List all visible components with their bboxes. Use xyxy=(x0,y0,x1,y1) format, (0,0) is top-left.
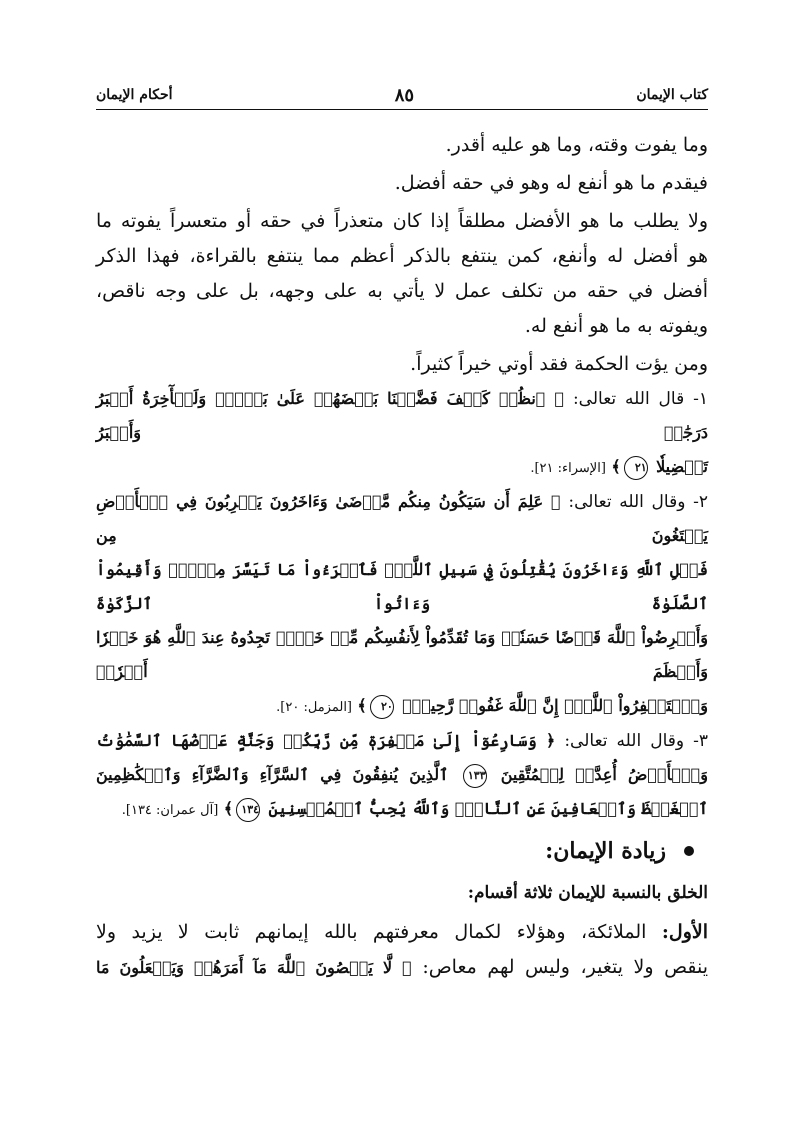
verse-item-2 xyxy=(96,485,708,724)
quran-text: ٱلۡغَيۡظَ وَٱلۡعَافِينَ عَنِ ٱلنَّاسِۗ وَٱللَّهُ يُحِبُّ ٱلۡمُحۡسِنِينَ xyxy=(268,799,708,818)
running-header xyxy=(96,82,708,108)
verse-item-1 xyxy=(96,382,708,485)
text-line: ولا يطلب ما هو الأفضل مطلقاً إذا كان متعذراً في حقه أو متعسراً يفوته ما xyxy=(96,210,708,232)
verse-intro: ١- قال الله تعالى: xyxy=(572,389,708,409)
text-fragment: الملائكة، وهؤلاء لكمال معرفتهم بالله إيمانهم ثابت لا يزيد ولا xyxy=(96,921,647,943)
chapter-title: أحكام الإيمان xyxy=(96,87,173,103)
body-text xyxy=(96,128,708,985)
item-label: الأول: xyxy=(661,921,708,943)
ayah-number-marker: ١٣٤ xyxy=(236,798,260,822)
section-subheading: الخلق بالنسبة للإيمان ثلاثة أقسام: xyxy=(467,883,708,903)
closing-bracket: ﴾ xyxy=(223,799,234,818)
text-fragment: ينقص ولا يتغير، وليس لهم معاص: xyxy=(422,956,708,978)
text-line: وما يفوت وقته، وما هو عليه أقدر. xyxy=(445,134,708,156)
verse-intro: ٢- وقال الله تعالى: xyxy=(568,492,708,512)
quran-text: وَأَقۡرِضُواْ ٱللَّهَ قَرۡضًا حَسَنٗاۚ وَمَا تُقَدِّمُواْ لِأَنفُسِكُم مِّنۡ خَيۡرٖ تَجِدُوهُ عِندَ ٱللَّهِ هُوَ خَيۡرٗا وَأَعۡظَمَ أَجۡرٗاۚ xyxy=(96,628,708,681)
book-title: كتاب الإيمان xyxy=(636,87,708,103)
text-line: ويفوته به ما هو أنفع له. xyxy=(524,315,708,337)
text-line: أفضل في حقه من تكلف عمل لا يأتي به على وجهه، بل على وجه ناقص، xyxy=(96,280,708,302)
quran-text: تَفۡضِيلٗا xyxy=(656,457,708,476)
verse-item-3 xyxy=(96,724,708,827)
closing-bracket: ﴾ xyxy=(611,457,621,476)
header-divider xyxy=(96,109,708,110)
paragraph xyxy=(96,166,708,201)
paragraph xyxy=(96,915,708,985)
text-line: هو أفضل له وأنفع، كمن ينتفع بالذكر أعظم مما ينتفع بالقراءة، فهذا الذكر xyxy=(96,245,708,267)
quran-text: ٱلَّذِينَ يُنفِقُونَ فِي ٱلسَّرَّآءِ وَٱلضَّرَّآءِ وَٱلۡكَٰظِمِينَ xyxy=(96,765,449,784)
page-number: ٨٥ xyxy=(394,84,415,106)
verse-intro: ٣- وقال الله تعالى: xyxy=(564,731,708,751)
quran-text: فَضۡلِ ٱللَّهِ وَءَاخَرُونَ يُقَٰتِلُونَ فِي سَبِيلِ ٱللَّهِۖ فَٱقۡرَءُواْ مَا تَيَسَّرَ مِنۡهُۚ وَأَقِيمُواْ ٱلصَّلَوٰةَ وَءَاتُواْ ٱلزَّكَوٰةَ xyxy=(96,560,708,613)
quran-text: ﴿ لَّا يَعۡصُونَ ٱللَّهَ مَآ أَمَرَهُمۡ وَيَفۡعَلُونَ مَا xyxy=(96,958,412,977)
paragraph xyxy=(96,204,708,344)
ayah-number-marker: ٢١ xyxy=(624,456,648,480)
text-line: فيقدم ما هو أنفع له وهو في حقه أفضل. xyxy=(394,172,708,194)
verse-citation: [آل عمران: ١٣٤]. xyxy=(121,803,219,818)
text-line: ومن يؤت الحكمة فقد أوتي خيراً كثيراً. xyxy=(410,353,708,375)
verse-citation: [المزمل: ٢٠]. xyxy=(276,700,352,715)
bullet-icon xyxy=(684,846,694,856)
closing-bracket: ﴾ xyxy=(357,696,367,715)
paragraph xyxy=(96,347,708,382)
quran-text: وَٱلۡأَرۡضُ أُعِدَّتۡ لِلۡمُتَّقِينَ xyxy=(500,765,709,784)
verse-citation: [الإسراء: ٢١]. xyxy=(530,461,606,476)
quran-text: ﴿ عَلِمَ أَن سَيَكُونُ مِنكُم مَّرۡضَىٰ وَءَاخَرُونَ يَضۡرِبُونَ فِي ٱلۡأَرۡضِ يَبۡتَغُونَ مِن xyxy=(96,492,708,545)
quran-text: ﴿ ٱنظُرۡ كَيۡفَ فَضَّلۡنَا بَعۡضَهُمۡ عَلَىٰ بَعۡضٖۚ وَلَلۡأٓخِرَةُ أَكۡبَرُ دَرَجَٰتٖ وَأَكۡبَرُ xyxy=(96,389,708,442)
section-title: زيادة الإيمان: xyxy=(545,838,666,864)
ayah-number-marker: ١٣٣ xyxy=(463,764,487,788)
section-heading xyxy=(96,831,708,871)
quran-text: وَٱسۡتَغۡفِرُواْ ٱللَّهَۖ إِنَّ ٱللَّهَ غَفُورٞ رَّحِيمُۢ xyxy=(402,696,708,715)
ayah-number-marker: ٢٠ xyxy=(370,695,394,719)
quran-text: ﴿ وَسَارِعُوٓاْ إِلَىٰ مَغۡفِرَةٖ مِّن رَّبِّكُمۡ وَجَنَّةٍ عَرۡضُهَا ٱلسَّمَٰوَٰتُ xyxy=(96,731,556,750)
paragraph xyxy=(96,128,708,163)
